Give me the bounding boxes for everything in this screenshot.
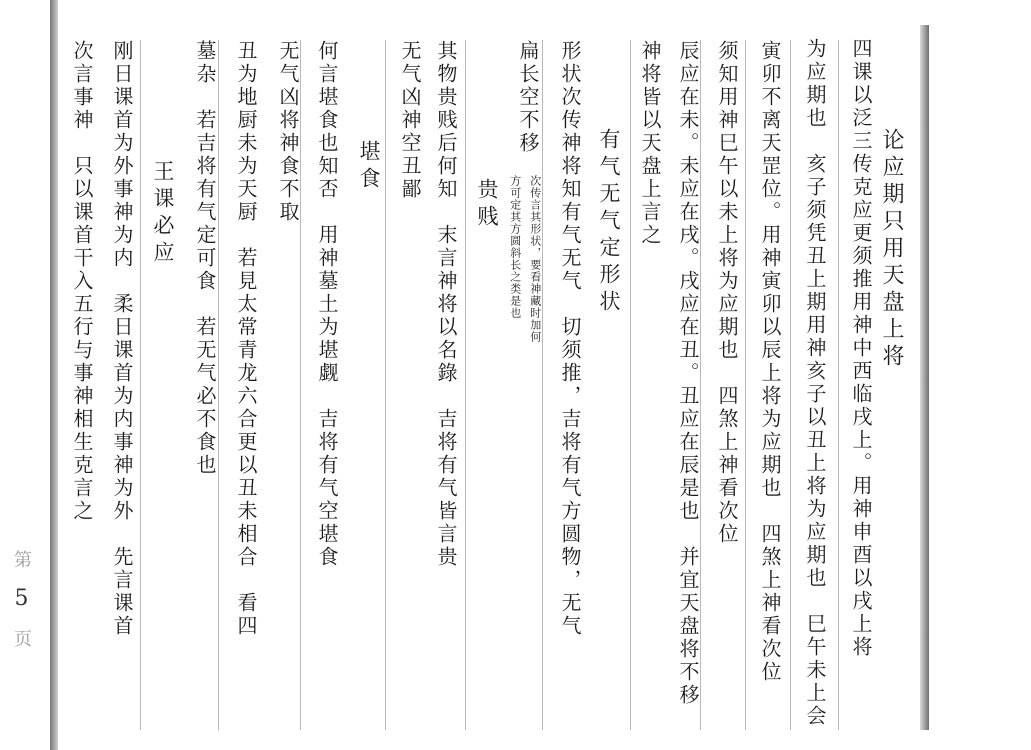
text-column-19: 次言事神 只以课首干入五行与事神相生克言之 [70,40,94,523]
interlinear-note-shape: 次传言其形状，要看神藏时加何 [528,175,542,343]
column-rule [218,40,219,730]
text-column-8: 形状次传神将知有气无气 切须推，吉将有气方圆物，无气 [558,40,582,638]
text-column-14: 无气凶将神食不取 [276,40,300,224]
text-column-3: 寅卯不离天罡位。用神寅卯以辰上将为应期也 四煞上神看次位 [758,40,782,684]
text-column-10: 其物贵贱后何知 末言神将以名錄 吉将有气皆言贵 [434,40,458,569]
page-mark-prefix: 第 [11,550,32,586]
interlinear-note-noble: 方可定其方圆斜长之类是也 [508,175,522,319]
heading-kanshi: 堪食 [357,140,381,194]
column-rule [385,40,386,730]
page-mark-number: 5 [9,586,34,629]
text-column-15: 丑为地厨未为天厨 若見太常青龙六合更以丑未相合 看四 [234,40,258,638]
column-rule [140,40,141,730]
heading-wangke: 王课必应 [151,160,175,268]
column-rule [300,40,301,730]
page-number-mark [8,550,34,665]
page-mark-suffix: 页 [11,629,32,665]
column-rule [838,40,839,730]
text-column-1: 四课以泛三传克应更须推用神中西临戌上。用神申酉以戌上将 [849,38,873,659]
column-rule [700,40,701,730]
text-column-9: 扁长空不移 [516,40,540,155]
column-rule [465,40,466,730]
scan-edge-left [50,0,58,750]
column-rule [745,40,746,730]
heading-shape: 有气无气定形状 [597,128,621,317]
text-column-5: 辰应在未。未应在戌。戌应在丑。丑应在辰是也 并宜天盘将不移 [676,40,700,707]
page-title: 论应期只用天盘上将 [879,128,904,371]
column-rule [790,40,791,730]
column-rule [542,40,543,730]
text-column-13: 何言堪食也知否 用神墓土为堪觑 吉将有气空堪食 [315,40,339,569]
text-column-2: 为应期也 亥子须凭丑上期用神亥子以丑上将为应期也 巳午未上会 [803,38,827,728]
scan-edge-right [920,25,929,730]
text-column-4: 须知用神巳午以未上将为应期也 四煞上神看次位 [715,40,739,546]
column-rule [630,40,631,730]
text-column-16: 墓杂 若吉将有气定可食 若无气必不食也 [193,40,217,477]
text-column-6: 神将皆以天盘上言之 [638,40,662,247]
text-column-11: 无气凶神空丑鄙 [398,40,422,201]
text-column-18: 刚日课首为外事神为内 柔日课首为内事神为外 先言课首 [110,40,134,638]
heading-guijian: 贵贱 [475,178,499,232]
